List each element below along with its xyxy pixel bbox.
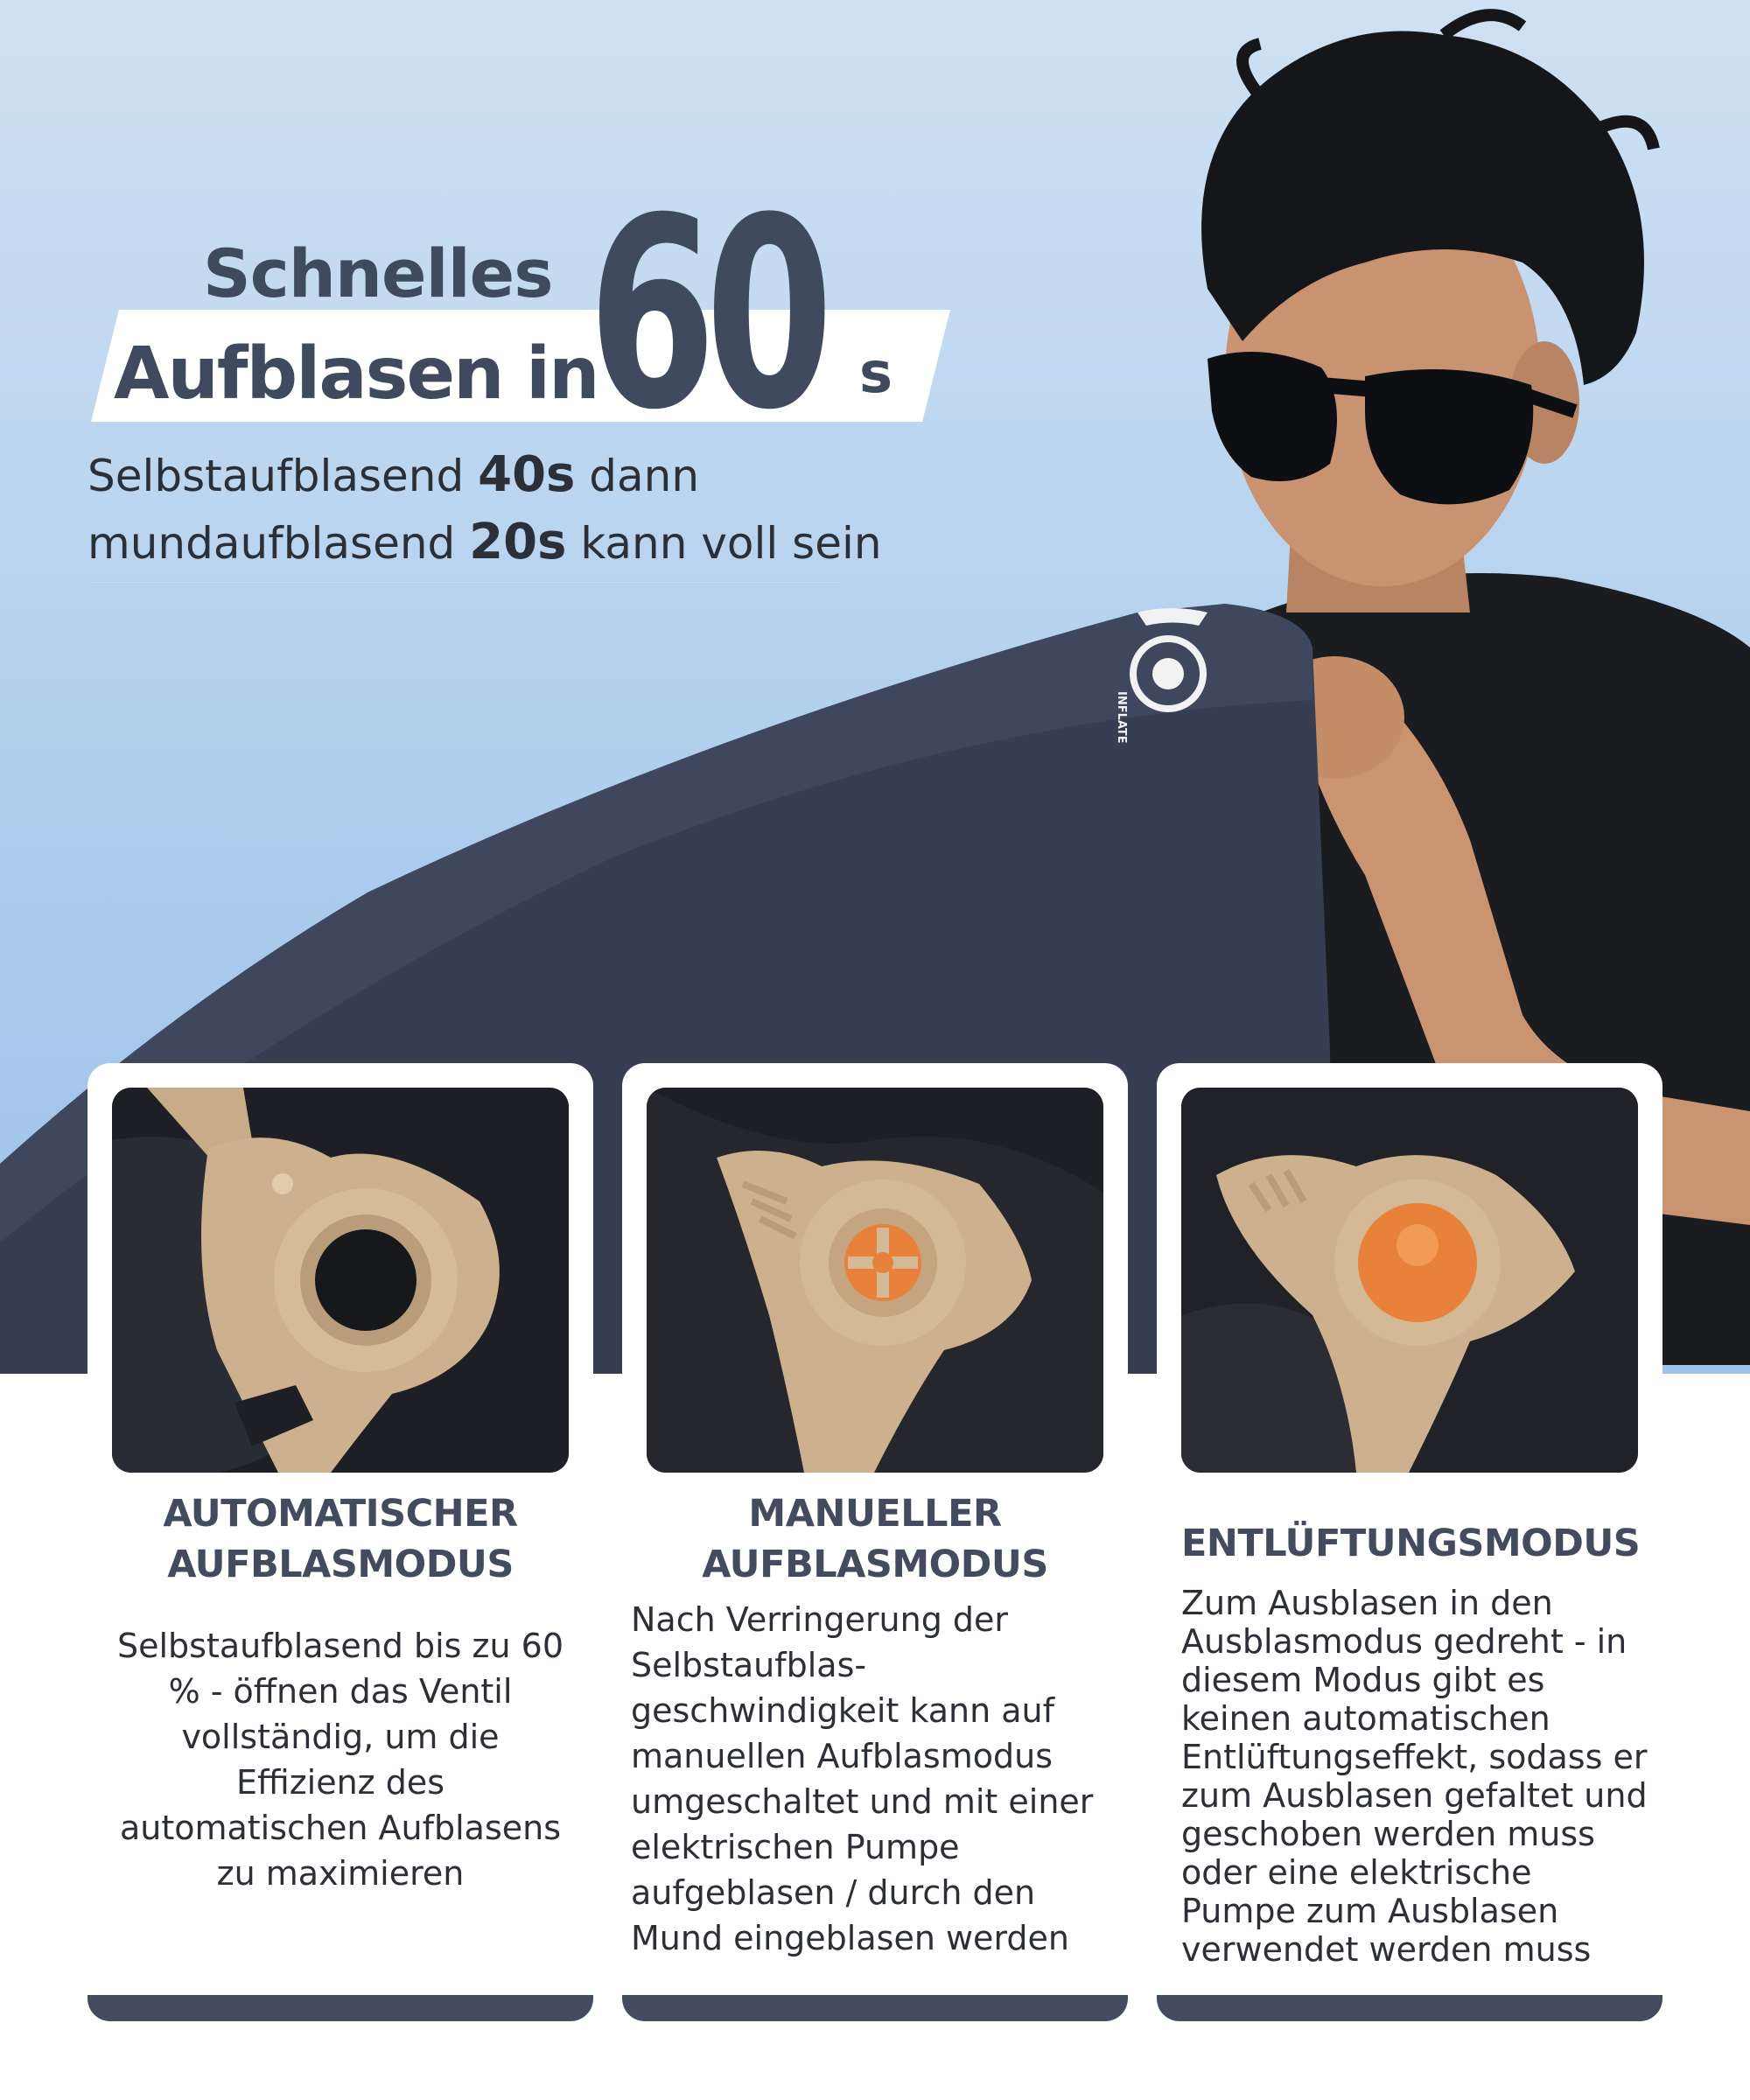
subline-row-1-bold: 40s bbox=[478, 446, 576, 503]
card-title-automatic-line-1: AUTOMATISCHER bbox=[163, 1492, 518, 1536]
card-bar bbox=[622, 1995, 1128, 2021]
valve-photo-deflate bbox=[1181, 1088, 1638, 1473]
headline bbox=[88, 162, 945, 467]
headline-unit: s bbox=[859, 341, 893, 406]
mat-label: INFLATE bbox=[1115, 691, 1128, 744]
subline-row-2-bold: 20s bbox=[469, 514, 567, 570]
card-bar bbox=[1157, 1995, 1662, 2021]
valve-closed-icon bbox=[1181, 1088, 1638, 1473]
valve-manual-icon bbox=[647, 1088, 1103, 1473]
card-title-manual-line-1: MANUELLER bbox=[748, 1492, 1002, 1536]
mode-card-deflate bbox=[1157, 1063, 1662, 2021]
card-description-manual: Nach Verringerung der Selbstaufblas-geschwindigkeit kann auf manuellen Aufblasmodus umgeschaltet und mit einer elektrischen Pumpe aufgeblasen / durch den Mund eingeblasen werden bbox=[631, 1600, 1094, 1957]
headline-line-1: Schnelles bbox=[203, 234, 553, 312]
headline-line-2: Aufblasen in bbox=[114, 332, 598, 416]
subline-row-1 bbox=[88, 442, 840, 509]
subline-row-2-post: kann voll sein bbox=[566, 518, 882, 569]
subline-row-1-pre: Selbstaufblasend bbox=[88, 451, 479, 501]
card-title-automatic-line-2: AUFBLASMODUS bbox=[167, 1543, 514, 1586]
card-title-manual bbox=[622, 1488, 1128, 1590]
card-title-deflate bbox=[1181, 1518, 1654, 1569]
subline-row-2 bbox=[88, 509, 882, 577]
mode-card-manual bbox=[622, 1063, 1128, 2021]
subline-row-1-post: dann bbox=[575, 451, 700, 501]
card-title-automatic bbox=[88, 1488, 593, 1590]
card-description-deflate: Zum Ausblasen in den Ausblasmodus gedreht - in diesem Modus gibt es keinen automatischen Entlüftungseffekt, sodass er zum Ausblasen gefaltet und geschoben werden muss oder eine elektrische Pumpe zum Ausblasen verwendet werden muss bbox=[1181, 1584, 1648, 1969]
card-bar bbox=[88, 1995, 593, 2021]
card-title-manual-line-2: AUFBLASMODUS bbox=[702, 1543, 1048, 1586]
mode-card-automatic bbox=[88, 1063, 593, 2021]
subline-row-2-pre: mundaufblasend bbox=[88, 518, 470, 569]
valve-open-icon bbox=[112, 1088, 569, 1473]
headline-big-number: 60 bbox=[588, 162, 823, 467]
valve-photo-automatic bbox=[112, 1088, 569, 1473]
card-title-deflate-line-1: ENTLÜFTUNGSMODUS bbox=[1181, 1522, 1641, 1565]
card-description-automatic: Selbstaufblasend bis zu 60 % - öffnen das Ventil vollständig, um die Effizienz des automatischen Aufblasens zu maximieren bbox=[116, 1627, 564, 1893]
valve-photo-manual bbox=[647, 1088, 1103, 1473]
subline bbox=[88, 442, 882, 583]
